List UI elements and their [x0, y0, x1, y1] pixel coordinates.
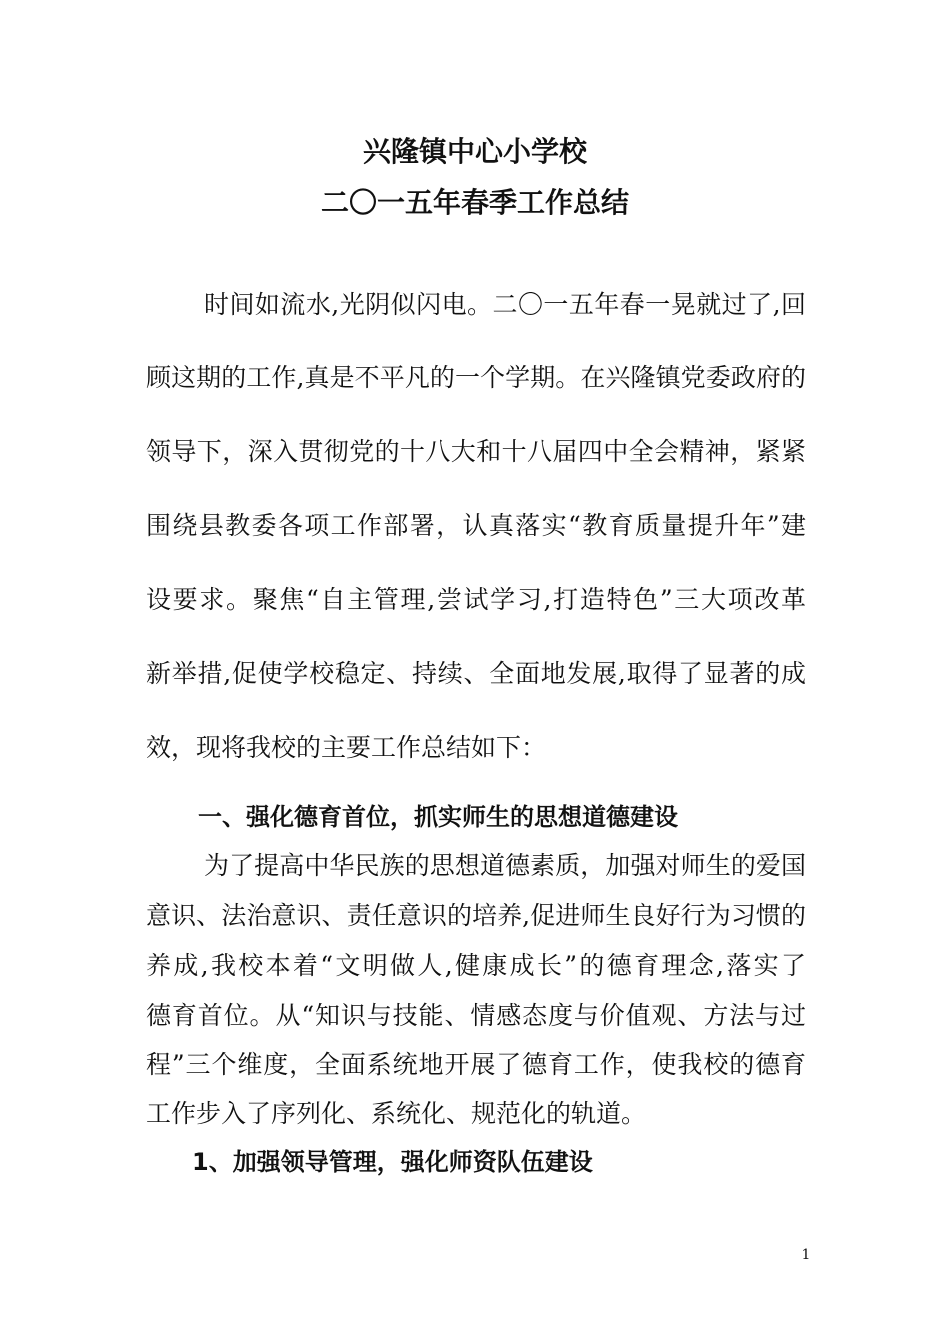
section-heading-1: 一、强化德育首位，抓实师生的思想道德建设 [198, 803, 678, 831]
section1-line-6: 工作步入了序列化、系统化、规范化的轨道。 [146, 1099, 647, 1128]
intro-line-3: 领导下，深入贯彻党的十八大和十八届四中全会精神，紧紧 [146, 437, 806, 466]
document-title-line2: 二〇一五年春季工作总结 [320, 186, 629, 219]
section1-line-1: 为了提高中华民族的思想道德素质，加强对师生的爱国 [204, 851, 806, 880]
subsection-heading-1: 1、加强领导管理，强化师资队伍建设 [192, 1148, 593, 1176]
intro-line-7: 效，现将我校的主要工作总结如下： [146, 733, 547, 762]
intro-line-4: 围绕县教委各项工作部署，认真落实“教育质量提升年”建 [146, 511, 806, 540]
intro-line-6: 新举措,促使学校稳定、持续、全面地发展,取得了显著的成 [146, 659, 806, 688]
page-number: 1 [801, 1247, 811, 1263]
intro-line-1: 时间如流水,光阴似闪电。二〇一五年春一晃就过了,回 [204, 290, 806, 319]
document-title-line1: 兴隆镇中心小学校 [362, 135, 587, 168]
section1-line-3: 养成,我校本着“文明做人,健康成长”的德育理念,落实了 [146, 951, 806, 980]
intro-line-2: 顾这期的工作,真是不平凡的一个学期。在兴隆镇党委政府的 [146, 363, 806, 392]
intro-line-5: 设要求。聚焦“自主管理,尝试学习,打造特色”三大项改革 [146, 585, 806, 614]
section1-line-2: 意识、法治意识、责任意识的培养,促进师生良好行为习惯的 [146, 901, 806, 930]
section1-line-4: 德育首位。从“知识与技能、情感态度与价值观、方法与过 [146, 1001, 806, 1030]
section1-line-5: 程”三个维度，全面系统地开展了德育工作，使我校的德育 [146, 1050, 806, 1079]
